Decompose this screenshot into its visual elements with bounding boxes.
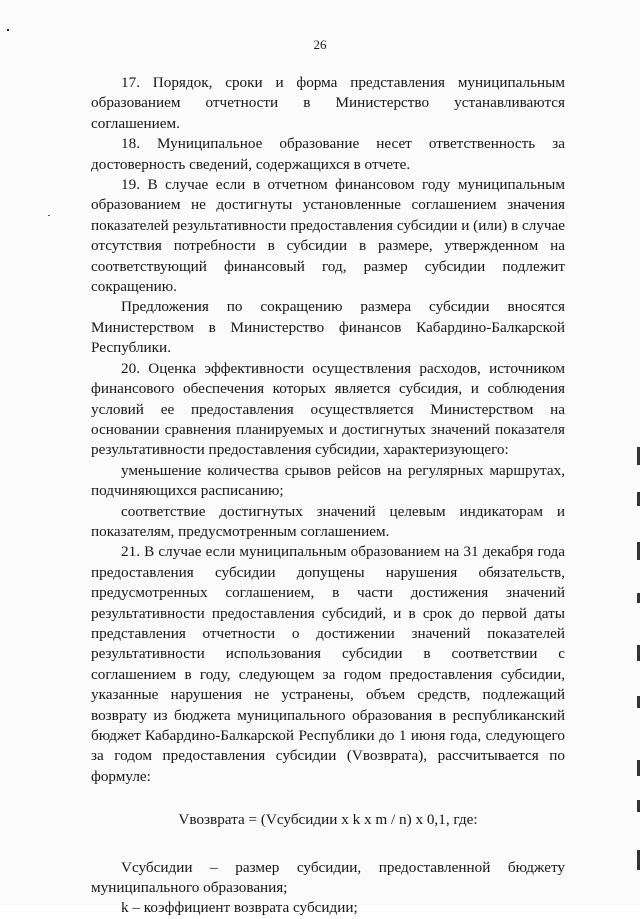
paragraph-18: 18. Муниципальное образование несет ответственность за достоверность сведений, содержащихся в отчете.	[91, 135, 565, 173]
paragraph-20-indicator-2: соответствие достигнутых значений целевым индикаторам и показателям, предусмотренным соглашением.	[91, 502, 565, 540]
definition-k: k – коэффициент возврата субсидии;	[121, 899, 358, 917]
paragraph-20: 20. Оценка эффективности осуществления расходов, источником финансового обеспечения которых является субсидия, и соблюдения условий ее предоставления осуществляется Министерством на основании сравнения планируемых и достигнутых значений показателя результативности предоставления субсидии, характеризующего:	[91, 359, 565, 459]
paragraph-17: 17. Порядок, сроки и форма представления муниципальным образованием отчетности в Министерство устанавливаются соглашением.	[91, 74, 565, 132]
scan-speck	[48, 215, 50, 216]
page-number: 26	[313, 37, 327, 52]
paragraph-19: 19. В случае если в отчетном финансовом году муниципальным образованием не достигнуты установленные соглашением значения показателей результативности предоставления субсидии и (или) в случае отсутствия потребности в субсидии в размере, утвержденном на соответствующий финансовый год, размер субсидии подлежит сокращению.	[91, 176, 565, 296]
document-body	[91, 73, 565, 919]
formula: Vвозврата = (Vсубсидии х k х m / n) х 0,1, где:	[178, 811, 478, 829]
paragraph-20-indicator-1: уменьшение количества срывов рейсов на регулярных маршрутах, подчиняющихся расписанию;	[91, 461, 565, 500]
definition-v-subsidy: Vсубсидии – размер субсидии, предоставленной бюджету муниципального образования;	[91, 858, 565, 897]
paragraph-21: 21. В случае если муниципальным образованием на 31 декабря года предоставления субсидии допущены нарушения обязательств, предусмотренных соглашением, в части достижения значений результативности предоставления субсидий, и в срок до первой даты представления отчетности о достижении значений показателей результативности использования субсидии в соответствии с соглашением в году, следующем за годом предоставления субсидии, указанные нарушения не устранены, объем средств, подлежащий возврату из бюджета муниципального образования в республиканский бюджет Кабардино-Балкарской Республики до 1 июня года, следующего за годом предоставления субсидии (Vвозврата), рассчитывается по формуле:	[91, 543, 565, 785]
scan-speck	[7, 29, 9, 31]
paragraph-19-proposals: Предложения по сокращению размера субсидии вносятся Министерством в Министерство финансов Кабардино-Балкарской Республики.	[91, 298, 565, 357]
